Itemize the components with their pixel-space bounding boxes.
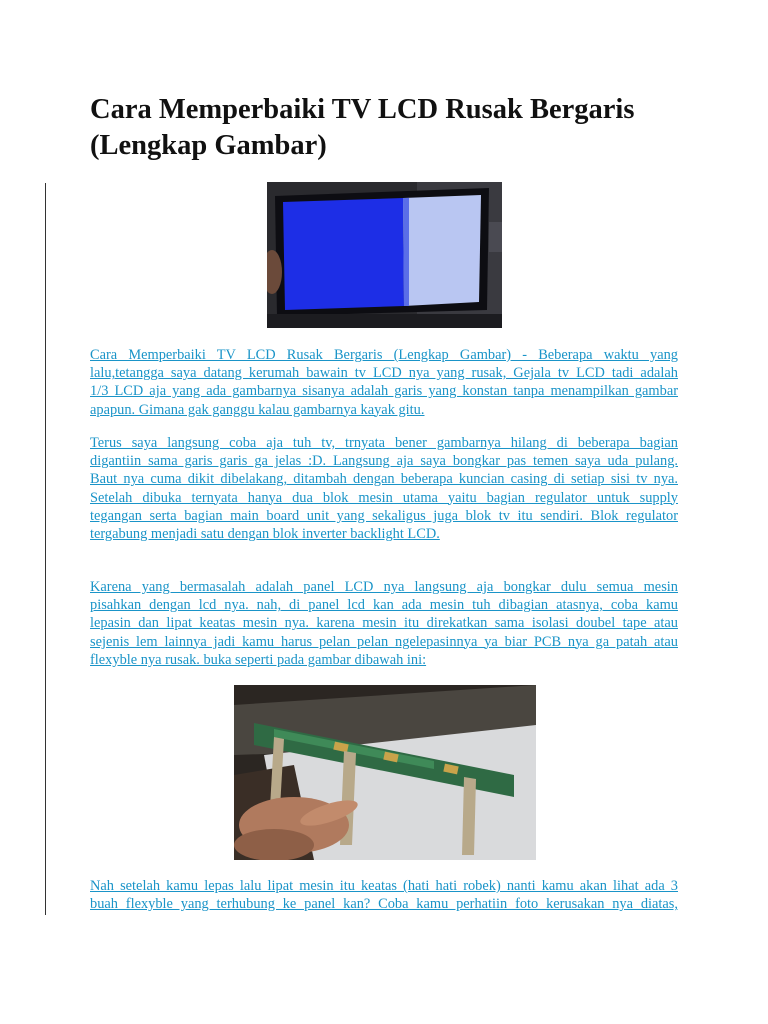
text-line: flexyble nya rusak. buka seperti pada gambar dibawah ini:	[90, 651, 427, 668]
paragraph	[90, 434, 678, 543]
title-line: (Lengkap Gambar)	[90, 130, 327, 161]
text-line: Cara Memperbaiki TV LCD Rusak Bergaris (Lengkap Gambar) - Beberapa waktu yang	[90, 347, 678, 363]
paragraph	[90, 578, 678, 669]
paragraph	[90, 346, 678, 419]
lcd-panel-pcb-photo	[234, 685, 536, 860]
text-line: tergabung menjadi satu dengan blok inverter backlight LCD.	[90, 526, 440, 543]
text-line: 1/3 LCD aja yang ada gambarnya sisanya adalah garis yang konstan tanpa menampilkan gambar	[90, 383, 678, 400]
text-line: Nah setelah kamu lepas lalu lipat mesin itu keatas (hati hati robek) nanti kamu akan lihat ada 3	[90, 878, 678, 894]
paragraph	[90, 877, 678, 913]
text-line: Baut nya cuma dikit dibelakang, ditambah dengan beberapa kuncian casing di setiap sisi tv nya.	[90, 471, 678, 488]
title-line: Cara Memperbaiki TV LCD Rusak Bergaris	[90, 94, 635, 125]
text-line: tegangan serta bagian main board unit yang sekaligus juga blok tv itu sendiri. Blok regulator	[90, 507, 678, 524]
page-margin-line	[45, 183, 46, 915]
text-line: pisahkan dengan lcd nya. nah, di panel lcd kan ada mesin tuh dibagian atasnya, coba kamu	[90, 597, 678, 614]
text-line: lalu,tetangga saya datang kerumah bawain tv LCD nya yang rusak, Gejala tv LCD tadi adalah	[90, 365, 678, 382]
article-title	[90, 92, 690, 164]
text-line: Karena yang bermasalah adalah panel LCD nya langsung aja bongkar dulu semua mesin	[90, 579, 678, 595]
text-line: lepasin dan lipat keatas mesin nya. karena mesin itu direkatkan sama isolasi doubel tape atau	[90, 615, 678, 632]
text-line: sejenis lem lainnya jadi kamu harus pelan pelan ngelepasinnya ya biar PCB nya ga patah atau	[90, 633, 678, 650]
tv-blue-screen-photo	[267, 182, 502, 328]
text-line: Setelah dibuka ternyata hanya dua blok mesin utama yaitu bagian regulator untuk supply	[90, 489, 678, 506]
text-line: apapun. Gimana gak ganggu kalau gambarnya kayak gitu.	[90, 401, 425, 418]
text-line: digantiin sama garis garis ga jelas :D. Langsung aja saya bongkar pas temen saya uda pulang.	[90, 453, 678, 470]
text-line: Terus saya langsung coba aja tuh tv, trnyata bener gambarnya hilang di beberapa bagian	[90, 435, 678, 451]
text-line: buah flexyble yang terhubung ke panel kan? Coba kamu perhatiin foto kerusakan nya diatas,	[90, 896, 678, 913]
